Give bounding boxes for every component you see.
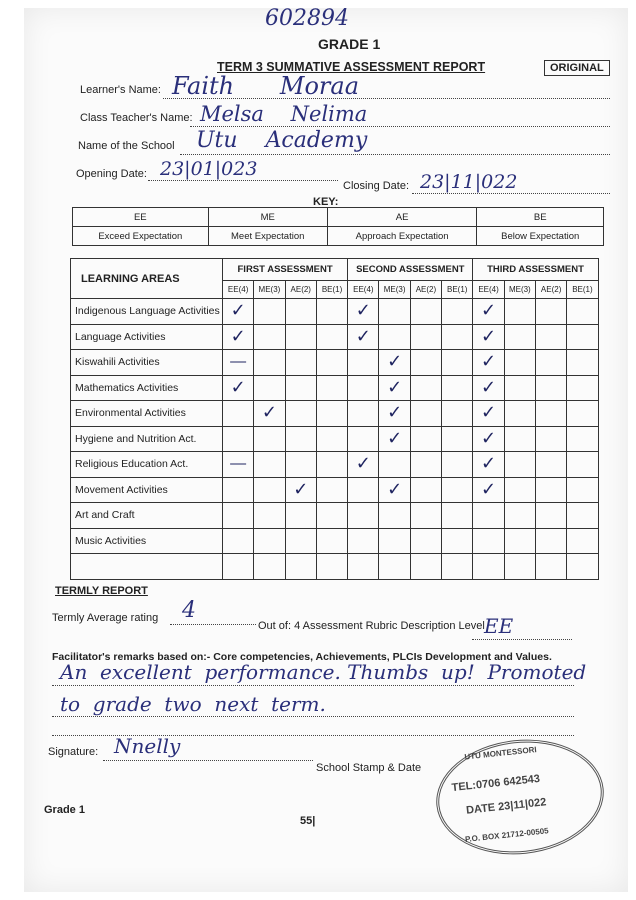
mark-cell xyxy=(473,528,504,554)
page-number: 55| xyxy=(300,815,316,827)
mark-cell xyxy=(535,299,566,325)
key-code-ae: AE xyxy=(327,208,477,227)
mark-cell xyxy=(410,350,441,376)
checkmark-icon: ✓ xyxy=(387,427,403,449)
mark-cell xyxy=(535,503,566,529)
learning-area-row xyxy=(71,503,599,529)
mark-cell xyxy=(535,375,566,401)
stamp-top-text: UTU MONTESSORI xyxy=(464,745,538,762)
third-assessment-header: THIRD ASSESSMENT xyxy=(473,259,598,281)
mark-cell xyxy=(348,554,379,580)
out-of-label: Out of: 4 Assessment Rubric Description Level xyxy=(258,620,485,632)
mark-cell xyxy=(567,426,598,452)
checkmark-icon: ✓ xyxy=(230,376,246,398)
checkmark-icon: ✓ xyxy=(480,351,497,373)
mark-cell xyxy=(442,350,473,376)
mark-cell xyxy=(504,528,535,554)
mark-cell xyxy=(473,350,504,376)
checkmark-icon: ✓ xyxy=(293,478,309,500)
mark-cell xyxy=(348,324,379,350)
mark-cell xyxy=(316,350,347,376)
dash-mark-icon: — xyxy=(230,455,247,473)
mark-cell xyxy=(473,426,504,452)
mark-cell xyxy=(348,452,379,478)
mark-cell xyxy=(535,401,566,427)
mark-cell xyxy=(348,401,379,427)
checkmark-icon: ✓ xyxy=(355,453,371,475)
mark-cell xyxy=(535,426,566,452)
grade-title: GRADE 1 xyxy=(318,36,381,52)
mark-cell xyxy=(285,350,316,376)
school-name-value: Utu Academy xyxy=(196,128,368,153)
grade-footer: Grade 1 xyxy=(44,804,85,816)
mark-cell xyxy=(254,452,285,478)
mark-cell xyxy=(567,554,598,580)
mark-cell xyxy=(254,426,285,452)
key-desc-ae: Approach Expectation xyxy=(327,227,477,246)
mark-cell xyxy=(379,426,410,452)
assessment-body xyxy=(71,299,599,580)
learning-area-row xyxy=(71,299,599,325)
stamp-tel: TEL:0706 642543 xyxy=(451,772,541,795)
learning-area-name: Music Activities xyxy=(71,528,223,554)
subcol-header: AE(2) xyxy=(535,281,566,299)
mark-cell xyxy=(535,528,566,554)
second-assessment-header: SECOND ASSESSMENT xyxy=(348,259,473,281)
mark-cell xyxy=(410,477,441,503)
checkmark-icon: ✓ xyxy=(387,351,403,373)
level-line xyxy=(472,639,572,640)
subcol-header: ME(3) xyxy=(379,281,410,299)
learning-area-name: Religious Education Act. xyxy=(71,452,223,478)
mark-cell xyxy=(410,299,441,325)
mark-cell xyxy=(567,324,598,350)
mark-cell xyxy=(348,477,379,503)
learning-area-row xyxy=(71,528,599,554)
learning-area-row xyxy=(71,477,599,503)
mark-cell xyxy=(504,503,535,529)
mark-cell xyxy=(410,426,441,452)
key-desc-me: Meet Expectation xyxy=(208,227,327,246)
mark-cell xyxy=(254,503,285,529)
learning-area-name: Language Activities xyxy=(71,324,223,350)
termly-report-heading: TERMLY REPORT xyxy=(55,585,148,597)
mark-cell xyxy=(473,554,504,580)
remarks-line-1 xyxy=(52,685,574,686)
mark-cell xyxy=(348,503,379,529)
mark-cell xyxy=(504,452,535,478)
signature-line xyxy=(103,760,313,761)
checkmark-icon: ✓ xyxy=(230,300,246,322)
checkmark-icon: ✓ xyxy=(480,402,497,424)
key-code-be: BE xyxy=(477,208,604,227)
learner-name-label: Learner's Name: xyxy=(80,84,161,96)
mark-cell xyxy=(410,528,441,554)
mark-cell xyxy=(254,528,285,554)
learning-area-row xyxy=(71,350,599,376)
mark-cell xyxy=(285,477,316,503)
checkmark-icon: ✓ xyxy=(387,402,403,424)
school-stamp-label: School Stamp & Date xyxy=(316,762,422,774)
checkmark-icon: ✓ xyxy=(480,478,497,500)
mark-cell xyxy=(379,503,410,529)
mark-cell xyxy=(254,401,285,427)
key-code-me: ME xyxy=(208,208,327,227)
mark-cell xyxy=(254,554,285,580)
first-assessment-header: FIRST ASSESSMENT xyxy=(223,259,348,281)
learning-area-name xyxy=(71,554,223,580)
learning-area-name: Movement Activities xyxy=(71,477,223,503)
mark-cell xyxy=(379,350,410,376)
opening-date-line xyxy=(148,180,338,181)
teacher-name-value: Melsa Nelima xyxy=(200,102,368,126)
mark-cell xyxy=(379,477,410,503)
mark-cell xyxy=(410,503,441,529)
learning-area-name: Indigenous Language Activities xyxy=(71,299,223,325)
mark-cell xyxy=(535,452,566,478)
mark-cell xyxy=(316,452,347,478)
mark-cell xyxy=(348,375,379,401)
mark-cell xyxy=(504,426,535,452)
signature-value: Nnelly xyxy=(114,734,181,758)
mark-cell xyxy=(223,554,254,580)
mark-cell xyxy=(504,477,535,503)
mark-cell xyxy=(473,503,504,529)
average-rating-label: Termly Average rating xyxy=(52,612,159,624)
mark-cell xyxy=(254,299,285,325)
mark-cell xyxy=(442,401,473,427)
mark-cell xyxy=(410,324,441,350)
remarks-text-1: An excellent performance. Thumbs up! Promoted xyxy=(60,660,587,684)
mark-cell xyxy=(379,375,410,401)
mark-cell xyxy=(379,452,410,478)
mark-cell xyxy=(285,299,316,325)
checkmark-icon: ✓ xyxy=(480,453,497,475)
subcol-header: BE(1) xyxy=(316,281,347,299)
mark-cell xyxy=(285,554,316,580)
checkmark-icon: ✓ xyxy=(387,478,403,500)
mark-cell xyxy=(316,299,347,325)
mark-cell xyxy=(535,324,566,350)
mark-cell xyxy=(223,324,254,350)
learning-area-name: Mathematics Activities xyxy=(71,375,223,401)
learning-area-row xyxy=(71,324,599,350)
mark-cell xyxy=(473,401,504,427)
teacher-name-label: Class Teacher's Name: xyxy=(80,112,193,124)
mark-cell xyxy=(316,324,347,350)
checkmark-icon: ✓ xyxy=(480,300,497,322)
mark-cell xyxy=(567,375,598,401)
subcol-header: ME(3) xyxy=(504,281,535,299)
school-name-label: Name of the School xyxy=(78,140,175,152)
mark-cell xyxy=(442,554,473,580)
learning-areas-header: LEARNING AREAS xyxy=(71,259,223,299)
remarks-text-2: to grade two next term. xyxy=(60,692,326,716)
mark-cell xyxy=(379,324,410,350)
opening-date-value: 23|01|023 xyxy=(160,158,258,180)
subcol-header: BE(1) xyxy=(567,281,598,299)
mark-cell xyxy=(410,554,441,580)
mark-cell xyxy=(348,350,379,376)
checkmark-icon: ✓ xyxy=(480,376,497,398)
mark-cell xyxy=(567,503,598,529)
teacher-name-line xyxy=(190,126,610,127)
mark-cell xyxy=(223,452,254,478)
mark-cell xyxy=(285,503,316,529)
key-desc-ee: Exceed Expectation xyxy=(73,227,209,246)
mark-cell xyxy=(379,528,410,554)
mark-cell xyxy=(348,299,379,325)
signature-label: Signature: xyxy=(48,746,99,758)
remarks-label: Facilitator's remarks based on:- Core competencies, Achievements, PLCIs Development and Values. xyxy=(52,651,552,663)
mark-cell xyxy=(473,477,504,503)
mark-cell xyxy=(379,554,410,580)
mark-cell xyxy=(473,375,504,401)
learning-area-name: Hygiene and Nutrition Act. xyxy=(71,426,223,452)
learning-area-row xyxy=(71,426,599,452)
mark-cell xyxy=(379,299,410,325)
mark-cell xyxy=(442,299,473,325)
opening-date-label: Opening Date: xyxy=(76,168,147,180)
mark-cell xyxy=(285,452,316,478)
mark-cell xyxy=(223,299,254,325)
mark-cell xyxy=(442,426,473,452)
learner-name-value: Faith Moraa xyxy=(172,72,359,100)
mark-cell xyxy=(316,401,347,427)
mark-cell xyxy=(567,477,598,503)
checkmark-icon: ✓ xyxy=(480,427,497,449)
learning-area-row xyxy=(71,452,599,478)
mark-cell xyxy=(223,350,254,376)
mark-cell xyxy=(504,350,535,376)
subcol-header: EE(4) xyxy=(348,281,379,299)
learning-area-row xyxy=(71,375,599,401)
mark-cell xyxy=(348,528,379,554)
mark-cell xyxy=(567,452,598,478)
mark-cell xyxy=(567,528,598,554)
learning-area-name: Kiswahili Activities xyxy=(71,350,223,376)
mark-cell xyxy=(567,401,598,427)
key-title: KEY: xyxy=(313,196,339,208)
mark-cell xyxy=(473,452,504,478)
key-table xyxy=(72,207,604,246)
mark-cell xyxy=(442,324,473,350)
subcol-header: EE(4) xyxy=(223,281,254,299)
mark-cell xyxy=(285,426,316,452)
mark-cell xyxy=(316,375,347,401)
mark-cell xyxy=(285,375,316,401)
mark-cell xyxy=(285,528,316,554)
mark-cell xyxy=(410,452,441,478)
mark-cell xyxy=(254,350,285,376)
learning-area-row xyxy=(71,554,599,580)
mark-cell xyxy=(504,401,535,427)
mark-cell xyxy=(473,299,504,325)
stamp-box: P.O. BOX 21712-00505 xyxy=(464,826,550,844)
mark-cell xyxy=(504,375,535,401)
mark-cell xyxy=(285,401,316,427)
checkmark-icon: ✓ xyxy=(480,325,497,347)
average-rating-line xyxy=(170,624,256,625)
subcol-header: AE(2) xyxy=(285,281,316,299)
mark-cell xyxy=(223,477,254,503)
mark-cell xyxy=(316,426,347,452)
mark-cell xyxy=(223,426,254,452)
mark-cell xyxy=(316,554,347,580)
assessment-table xyxy=(70,258,599,580)
checkmark-icon: ✓ xyxy=(387,376,403,398)
mark-cell xyxy=(567,350,598,376)
mark-cell xyxy=(473,324,504,350)
mark-cell xyxy=(567,299,598,325)
mark-cell xyxy=(379,401,410,427)
learning-area-name: Art and Craft xyxy=(71,503,223,529)
mark-cell xyxy=(254,324,285,350)
subcol-header: BE(1) xyxy=(442,281,473,299)
mark-cell xyxy=(504,324,535,350)
checkmark-icon: ✓ xyxy=(261,402,277,424)
learning-area-name: Environmental Activities xyxy=(71,401,223,427)
mark-cell xyxy=(254,477,285,503)
mark-cell xyxy=(410,375,441,401)
report-title: TERM 3 SUMMATIVE ASSESSMENT REPORT xyxy=(217,60,486,74)
checkmark-icon: ✓ xyxy=(230,325,246,347)
closing-date-line xyxy=(412,193,610,194)
mark-cell xyxy=(442,503,473,529)
mark-cell xyxy=(535,554,566,580)
mark-cell xyxy=(442,375,473,401)
key-desc-be: Below Expectation xyxy=(477,227,604,246)
mark-cell xyxy=(348,426,379,452)
mark-cell xyxy=(316,477,347,503)
mark-cell xyxy=(504,554,535,580)
closing-date-value: 23|11|022 xyxy=(420,171,518,193)
mark-cell xyxy=(442,477,473,503)
subcol-header: AE(2) xyxy=(410,281,441,299)
closing-date-label: Closing Date: xyxy=(343,180,410,192)
level-value: EE xyxy=(484,614,514,638)
checkmark-icon: ✓ xyxy=(355,325,371,347)
serial-number: 602894 xyxy=(265,6,349,31)
mark-cell xyxy=(223,401,254,427)
mark-cell xyxy=(285,324,316,350)
mark-cell xyxy=(223,375,254,401)
stamp-date: DATE 23|11|022 xyxy=(465,796,547,817)
mark-cell xyxy=(504,299,535,325)
subcol-header: ME(3) xyxy=(254,281,285,299)
mark-cell xyxy=(442,528,473,554)
original-badge: ORIGINAL xyxy=(544,60,610,76)
learning-area-row xyxy=(71,401,599,427)
mark-cell xyxy=(442,452,473,478)
mark-cell xyxy=(254,375,285,401)
mark-cell xyxy=(410,401,441,427)
mark-cell xyxy=(535,477,566,503)
average-rating-value: 4 xyxy=(182,598,196,623)
key-code-ee: EE xyxy=(73,208,209,227)
mark-cell xyxy=(223,528,254,554)
mark-cell xyxy=(316,528,347,554)
subcol-header: EE(4) xyxy=(473,281,504,299)
dash-mark-icon: — xyxy=(230,353,247,371)
school-name-line xyxy=(180,154,610,155)
remarks-line-2 xyxy=(52,716,574,717)
mark-cell xyxy=(535,350,566,376)
mark-cell xyxy=(316,503,347,529)
checkmark-icon: ✓ xyxy=(355,300,371,322)
mark-cell xyxy=(223,503,254,529)
